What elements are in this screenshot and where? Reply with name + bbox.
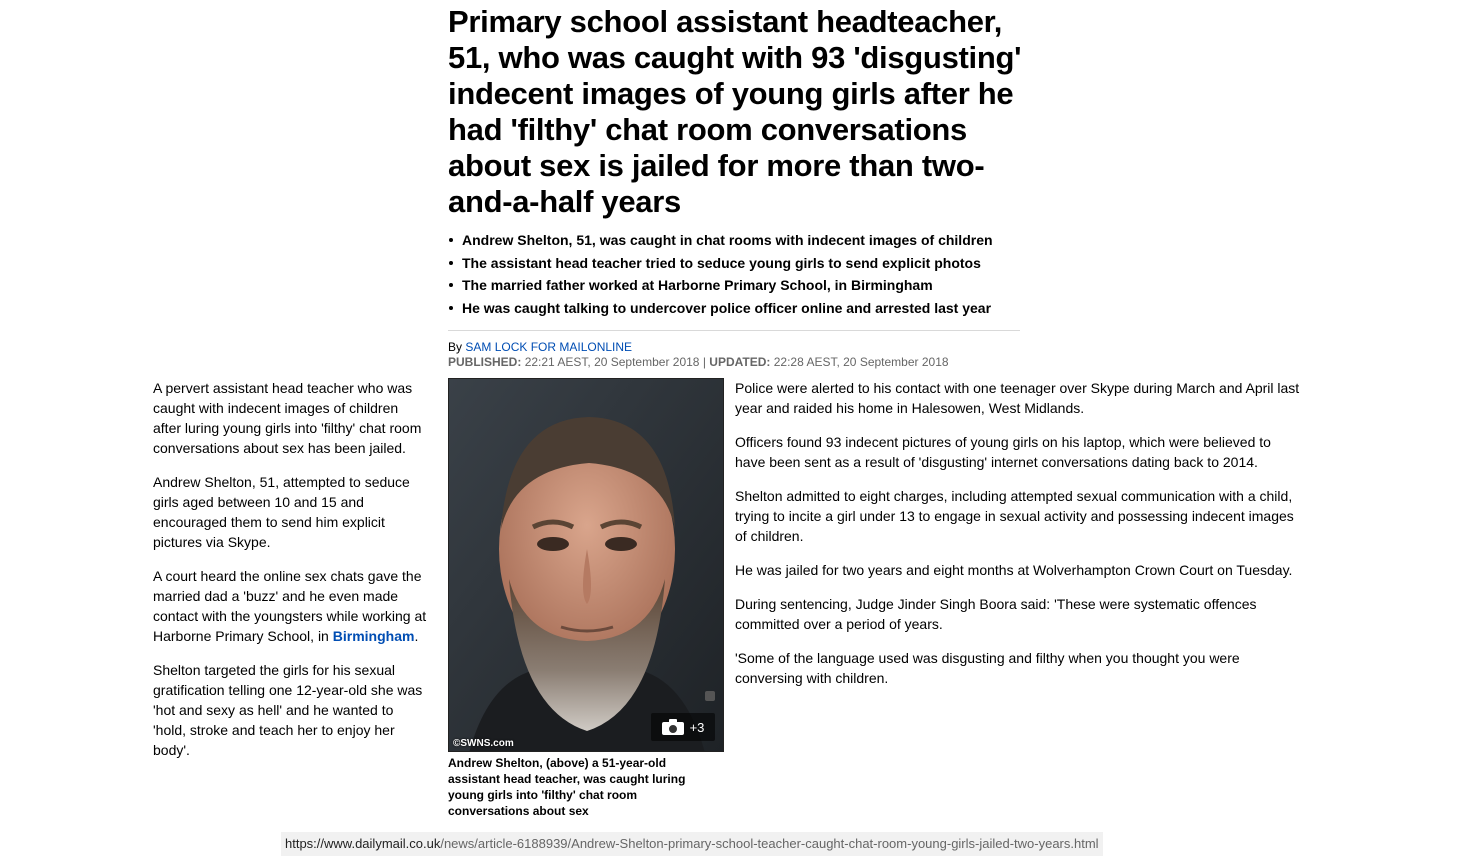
body-paragraph: Officers found 93 indecent pictures of young girls on his laptop, which were believed to have been sent as a result of 'disgusting' internet conversations dating back to 2014.	[735, 434, 1271, 470]
publish-dates	[448, 355, 949, 370]
body-paragraph: During sentencing, Judge Jinder Singh Boora said: 'These were systematic offences committed over a period of years.	[735, 596, 1257, 632]
gallery-button[interactable]	[651, 713, 715, 741]
birmingham-link[interactable]: Birmingham	[332, 628, 415, 644]
bullet-item: He was caught talking to undercover police officer online and arrested last year	[448, 297, 1038, 320]
updated-label: UPDATED:	[709, 355, 771, 369]
body-paragraph: Shelton targeted the girls for his sexual gratification telling one 12-year-old she was 'hot and sexy as hell' and he wanted to 'hold, stroke and teach her to enjoy her body'.	[153, 662, 423, 758]
portrait-image	[449, 379, 724, 752]
paragraph-text: A court heard the online sex chats gave the married dad a 'buzz' and he even made contact with the youngsters while working at Harborne Primary School, in	[153, 568, 427, 644]
bullet-item: Andrew Shelton, 51, was caught in chat rooms with indecent images of children	[448, 229, 1038, 252]
body-paragraph: 'Some of the language used was disgusting and filthy when you thought you were conversing with children.	[735, 650, 1240, 686]
paragraph-end: .	[414, 628, 419, 644]
photo-credit: ©SWNS.com	[453, 738, 514, 749]
author-link[interactable]: SAM LOCK FOR MAILONLINE	[465, 340, 633, 354]
camera-icon	[662, 719, 684, 735]
photo-caption: Andrew Shelton, (above) a 51-year-old assistant head teacher, was caught luring young girls into 'filthy' chat room conversations about sex	[448, 756, 686, 818]
byline-prefix: By	[448, 340, 463, 354]
body-paragraph	[153, 566, 428, 646]
url-host: https://www.dailymail.co.uk	[285, 836, 441, 851]
published-value: 22:21 AEST, 20 September 2018	[524, 355, 700, 369]
expand-icon[interactable]	[705, 691, 715, 701]
right-column	[735, 378, 1305, 702]
summary-bullets	[448, 229, 1038, 320]
gallery-count: +3	[689, 719, 705, 735]
body-paragraph: Andrew Shelton, 51, attempted to seduce girls aged between 10 and 15 and encouraged them to send him explicit pictures via Skype.	[153, 474, 410, 550]
divider	[448, 330, 1020, 331]
bullet-item: The married father worked at Harborne Primary School, in Birmingham	[448, 274, 1038, 297]
left-column	[153, 378, 428, 774]
body-paragraph: He was jailed for two years and eight months at Wolverhampton Crown Court on Tuesday.	[735, 562, 1293, 578]
byline	[448, 340, 632, 355]
body-paragraph: Shelton admitted to eight charges, including attempted sexual communication with a child, trying to incite a girl under 13 to engage in sexual activity and possessing indecent images of children.	[735, 488, 1294, 544]
url-path: /news/article-6188939/Andrew-Shelton-primary-school-teacher-caught-chat-room-young-girls-jailed-two-years.html	[440, 836, 1099, 851]
body-paragraph: Police were alerted to his contact with one teenager over Skype during March and April last year and raided his home in Halesowen, West Midlands.	[735, 380, 1300, 416]
date-separator: |	[702, 355, 706, 369]
body-paragraph: A pervert assistant head teacher who was caught with indecent images of children after luring young girls into 'filthy' chat room conversations about sex has been jailed.	[153, 380, 422, 456]
updated-value: 22:28 AEST, 20 September 2018	[773, 355, 949, 369]
article-photo[interactable]	[448, 378, 724, 752]
article-headline: Primary school assistant headteacher, 51, who was caught with 93 'disgusting' indecent images of young girls after he had 'filthy' chat room conversations about sex is jailed for more than two-and-a-half years	[448, 4, 1022, 219]
published-label: PUBLISHED:	[448, 355, 522, 369]
bullet-item: The assistant head teacher tried to seduce young girls to send explicit photos	[448, 252, 1038, 275]
status-url-bar	[281, 832, 1103, 856]
